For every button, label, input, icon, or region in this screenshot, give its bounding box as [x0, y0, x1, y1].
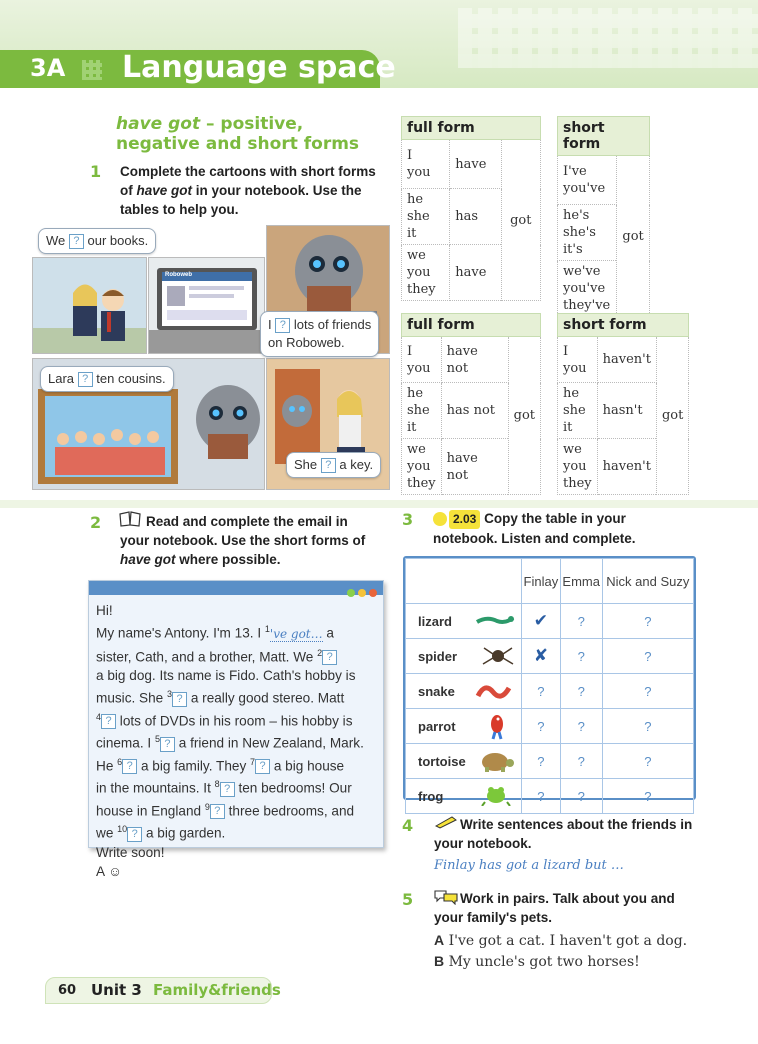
neg-full-pron-1: I you — [402, 337, 442, 383]
positive-full-form-table — [401, 116, 541, 301]
neg-short-pron-3: we you they — [558, 439, 598, 495]
bubble4-text-b: a key. — [339, 457, 374, 472]
pets-cell: ? — [560, 674, 602, 709]
ex3-instructions — [433, 509, 683, 548]
pets-cell: ? — [602, 744, 693, 779]
ex1-number: 1 — [90, 162, 102, 181]
speech-bubble-2 — [260, 311, 379, 357]
bubble2-text-c: on Roboweb. — [268, 335, 345, 350]
pets-header-empty — [406, 559, 522, 604]
yellow-dot-icon — [358, 589, 366, 597]
ex4-example: Finlay has got a lizard but … — [434, 858, 624, 873]
email-answer-1: 've got… — [269, 626, 323, 641]
speech-bubble-3 — [40, 366, 174, 392]
section-divider — [0, 500, 758, 508]
bubble2-text-a: I — [268, 317, 272, 332]
pets-cell: ? — [522, 674, 561, 709]
pets-header-nick-suzy: Nick and Suzy — [602, 559, 693, 604]
negative-short-form-table — [557, 313, 689, 495]
pos-full-pron-3: we you they — [402, 245, 450, 301]
pets-cell: ✘ — [522, 639, 561, 674]
ex5-number: 5 — [402, 890, 414, 909]
ex2-text-italic: have got — [120, 552, 176, 567]
animal-label: snake — [406, 674, 522, 709]
pos-full-pron-2: he she it — [402, 189, 450, 245]
pos-short-3: we've you've they've — [558, 261, 617, 317]
negative-short-header: short form — [558, 314, 689, 337]
email-line-10: house in England $^9$ ? three bedrooms, and — [96, 801, 355, 819]
email-line-13: A ☺ — [96, 863, 122, 879]
speech-bubble-4 — [286, 452, 381, 478]
pets-cell: ? — [602, 604, 693, 639]
bubble4-text-a: She — [294, 457, 318, 472]
neg-short-pron-1: I you — [558, 337, 598, 383]
email-line-11: we $^{10}$ ? a big garden. — [96, 824, 226, 841]
tortoise-icon — [475, 749, 515, 773]
positive-full-header: full form — [402, 117, 541, 140]
track-badge: 2.03 — [449, 510, 480, 529]
neg-short-pron-2: he she it — [558, 383, 598, 439]
email-line-1: Hi! — [96, 603, 113, 618]
email-title-bar — [89, 581, 383, 595]
laptop-site-label: Roboweb — [165, 272, 192, 278]
ex5-dialog — [434, 930, 687, 972]
pos-full-verb-2: has — [450, 189, 501, 245]
pos-full-got: got — [501, 140, 540, 301]
pets-table — [403, 556, 696, 804]
pets-cell: ? — [560, 639, 602, 674]
pos-full-verb-1: have — [450, 140, 501, 189]
neg-full-got: got — [508, 337, 540, 495]
pets-row-lizard — [406, 604, 694, 639]
neg-short-verb-2: hasn't — [597, 383, 656, 439]
email-line-3: sister, Cath, and a brother, Matt. We $^2$ ? — [96, 644, 376, 667]
animal-label: frog — [406, 779, 522, 814]
window-dots — [344, 584, 377, 602]
email-line-5: music. She $^3$ ? a really good stereo. Matt — [96, 689, 345, 706]
unit-code: 3A — [30, 54, 66, 82]
page-number: 60 — [58, 983, 77, 998]
spider-icon — [481, 644, 515, 668]
cartoon-panels — [30, 225, 390, 490]
snake-icon — [475, 680, 515, 702]
neg-short-verb-3: haven't — [597, 439, 656, 495]
pets-cell: ? — [560, 779, 602, 814]
pets-row-spider — [406, 639, 694, 674]
pets-cell: ? — [602, 674, 693, 709]
negative-full-header: full form — [402, 314, 541, 337]
email-line-12: Write soon! — [96, 844, 165, 860]
frog-icon — [481, 784, 511, 806]
neg-full-pron-2: he she it — [402, 383, 442, 439]
green-dot-icon — [347, 589, 355, 597]
email-line-4: a big dog. Its name is Fido. Cath's hobby is — [96, 668, 356, 684]
email-line-2: My name's Antony. I'm 13. I $^1$'ve got… a — [96, 624, 334, 641]
neg-short-verb-1: haven't — [597, 337, 656, 383]
neg-short-got: got — [656, 337, 688, 495]
email-line-9: in the mountains. It $^8$ ? ten bedrooms! Our — [96, 779, 352, 796]
pets-cell: ? — [522, 709, 561, 744]
ex5-instructions: Work in pairs. Talk about you and your family's pets. — [434, 891, 675, 925]
audio-icon[interactable] — [433, 512, 447, 526]
ex3-text: Copy the table in your notebook. Listen and complete. — [433, 511, 636, 546]
negative-full-form-table — [401, 313, 541, 495]
pets-cell: ✔ — [522, 604, 561, 639]
pets-cell: ? — [602, 709, 693, 744]
ex2-number: 2 — [90, 513, 102, 532]
pets-header-finlay: Finlay — [522, 559, 561, 604]
pos-short-got: got — [617, 156, 650, 317]
ex1-instructions — [120, 162, 380, 219]
pets-row-snake — [406, 674, 694, 709]
bubble1-blank: ? — [69, 234, 84, 249]
pets-cell: ? — [560, 744, 602, 779]
pets-row-tortoise — [406, 744, 694, 779]
pos-full-verb-3: have — [450, 245, 501, 301]
kids-illustration — [33, 258, 147, 354]
dialog-line-a: A I've got a cat. I haven't got a dog. — [434, 932, 688, 949]
lizard-icon — [475, 612, 515, 630]
ex1-text-b: in your notebook. Use the tables to help you. — [120, 183, 362, 217]
cartoon-panel-laptop — [148, 257, 265, 354]
header-pattern — [458, 8, 758, 68]
email-body — [89, 595, 383, 887]
bubble1-text-b: our books. — [87, 233, 149, 248]
neg-full-verb-1: have not — [441, 337, 508, 383]
neg-full-pron-3: we you they — [402, 439, 442, 495]
footer-theme: Family&friends — [153, 981, 281, 999]
ex4-number: 4 — [402, 816, 414, 835]
section-heading-rest: – positive, negative and short forms — [116, 114, 360, 154]
bubble1-text-a: We — [46, 233, 66, 248]
pets-cell: ? — [522, 779, 561, 814]
pets-cell: ? — [522, 744, 561, 779]
ex2-text-b: where possible. — [175, 552, 281, 567]
pets-header-emma: Emma — [560, 559, 602, 604]
ex1-text-a: Complete the cartoons with short forms of — [120, 164, 376, 198]
pets-cell: ? — [602, 779, 693, 814]
animal-label: lizard — [406, 604, 522, 639]
grid-icon — [82, 60, 102, 80]
neg-full-verb-3: have not — [441, 439, 508, 495]
positive-short-form-table — [557, 116, 650, 317]
cartoon-panel-kids — [32, 257, 147, 354]
positive-short-header: short form — [558, 117, 650, 156]
ex3-number: 3 — [402, 510, 414, 529]
footer-unit: Unit 3 — [91, 981, 142, 999]
ex2-instructions — [120, 512, 375, 569]
email-line-7: cinema. I $^5$ ? a friend in New Zealand, Mark. — [96, 734, 364, 751]
neg-full-verb-2: has not — [441, 383, 508, 439]
page-footer — [45, 977, 281, 1004]
dialog-line-b: B My uncle's got two horses! — [434, 953, 640, 970]
ex2-text-a: Read and complete the email in your notebook. Use the short forms of — [120, 514, 366, 548]
bubble2-blank: ? — [275, 318, 290, 333]
bubble4-blank: ? — [321, 458, 336, 473]
email-line-8: He $^6$ ? a big family. They $^7$ ? a big house — [96, 756, 345, 774]
email-line-6: $^4$ ? lots of DVDs in his room – his hobby is — [96, 711, 353, 729]
pos-full-pron-1: I you — [402, 140, 450, 189]
animal-label: tortoise — [406, 744, 522, 779]
red-dot-icon — [369, 589, 377, 597]
bubble2-text-b: lots of friends — [293, 317, 372, 332]
animal-label: parrot — [406, 709, 522, 744]
ex1-text-italic: have got — [136, 183, 193, 198]
section-heading — [116, 114, 386, 154]
bubble3-text-a: Lara — [48, 371, 75, 386]
pos-short-2: he's she's it's — [558, 205, 617, 261]
section-heading-italic: have got — [116, 114, 201, 134]
bubble3-text-b: ten cousins. — [96, 371, 166, 386]
ex4-instructions: Write sentences about the friends in your notebook. — [434, 817, 693, 851]
page-title: Language space — [122, 50, 396, 85]
animal-label: spider — [406, 639, 522, 674]
pets-row-frog — [406, 779, 694, 814]
email-window — [88, 580, 384, 879]
pets-cell: ? — [560, 709, 602, 744]
pets-row-parrot — [406, 709, 694, 744]
speech-bubble-1 — [38, 228, 156, 254]
pos-short-1: I've you've — [558, 156, 617, 205]
bubble3-blank: ? — [78, 372, 93, 387]
parrot-icon — [487, 712, 507, 740]
pets-cell: ? — [560, 604, 602, 639]
pets-cell: ? — [602, 639, 693, 674]
